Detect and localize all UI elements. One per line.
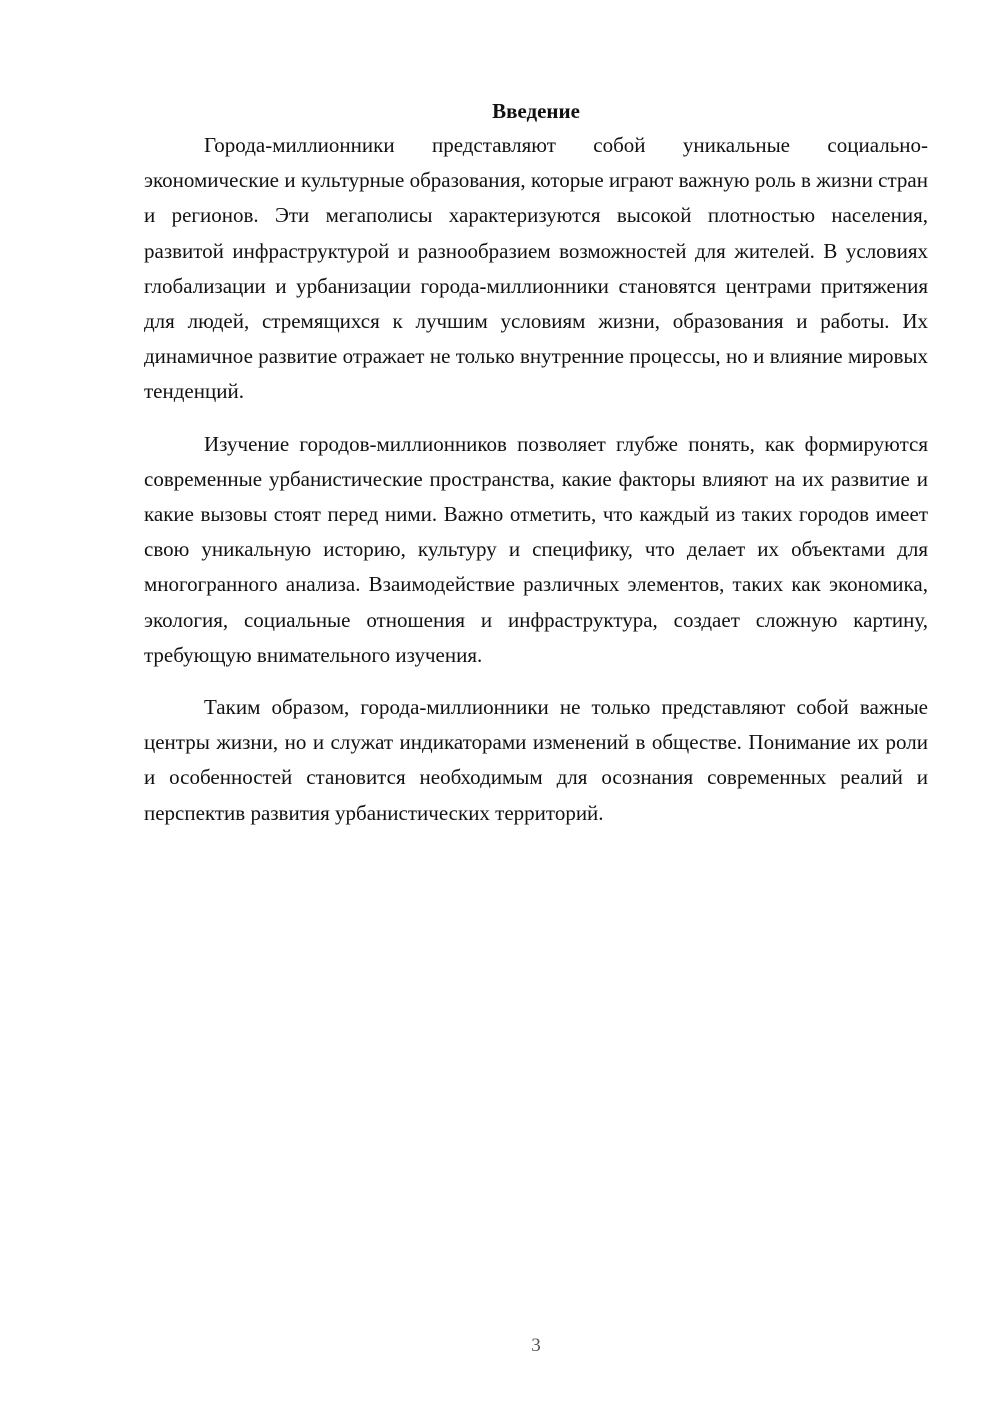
page-number: 3 <box>531 1335 541 1356</box>
section-heading: Введение <box>492 99 580 123</box>
paragraph-2: Изучение городов-миллионников позволяет глубже понять, как формируются современные урбанистические пространства, какие факторы влияют на их развитие и какие вызовы стоят перед ними. Важно отметить, что каждый из таких городов имеет свою уникальную историю, культуру и специфику, что делает их объектами для многогранного анализа. Взаимодействие различных элементов, таких как экономика, экология, социальные отношения и инфраструктура, создает сложную картину, требующую внимательного изучения. <box>144 431 928 667</box>
page-content <box>144 96 928 848</box>
paragraph-1: Города-миллионники представляют собой уникальные социально-экономические и культурные образования, которые играют важную роль в жизни стран и регионов. Эти мегаполисы характеризуются высокой плотностью населения, развитой инфраструктурой и разнообразием возможностей для жителей. В условиях глобализации и урбанизации города-миллионники становятся центрами притяжения для людей, стремящихся к лучшим условиям жизни, образования и работы. Их динамичное развитие отражает не только внутренние процессы, но и влияние мировых тенденций. <box>144 133 928 404</box>
paragraph-3: Таким образом, города-миллионники не только представляют собой важные центры жизни, но и служат индикаторами изменений в обществе. Понимание их роли и особенностей становится необходимым для осознания современных реалий и перспектив развития урбанистических территорий. <box>144 695 928 825</box>
